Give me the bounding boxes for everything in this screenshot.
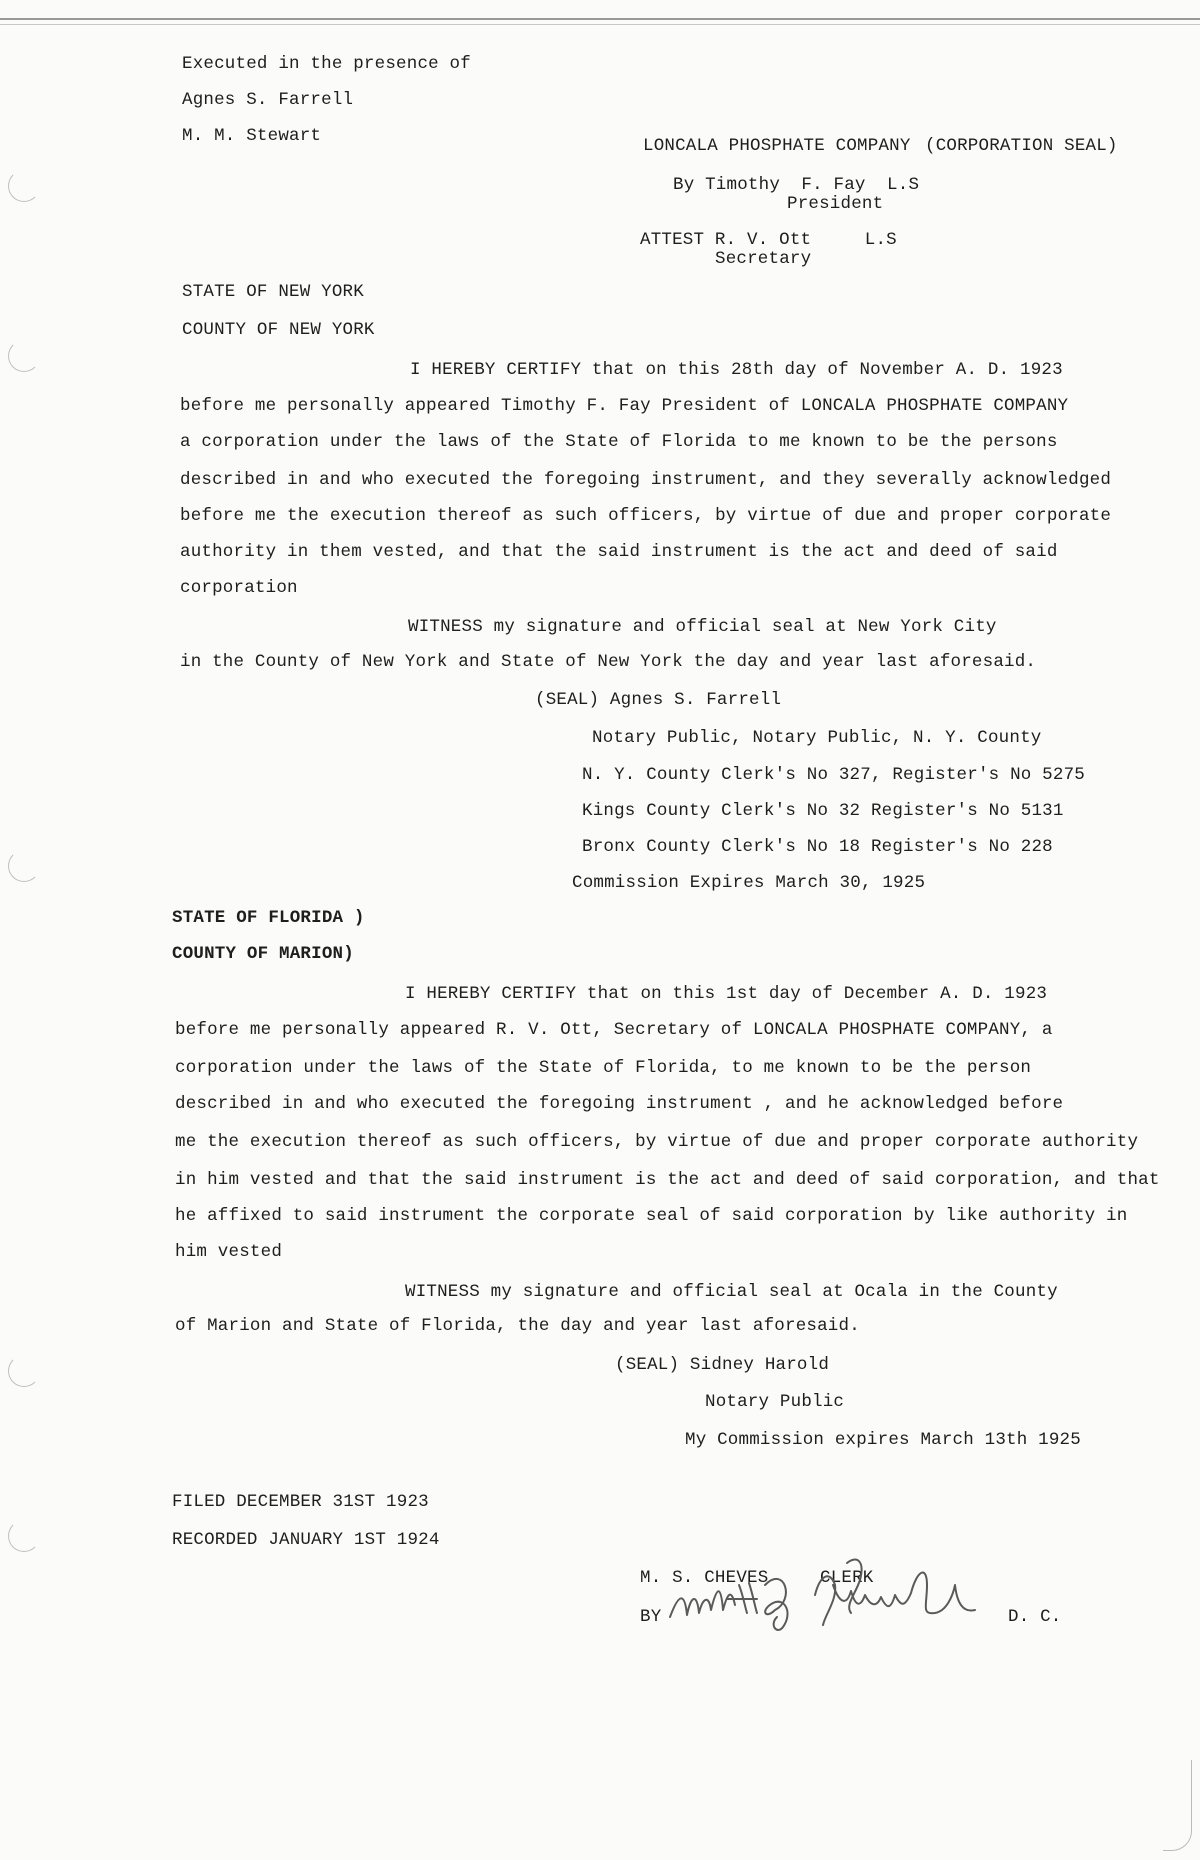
punch-hole-mark [8, 340, 40, 372]
ack-line: I HEREBY CERTIFY that on this 28th day of November A. D. 1923 [410, 360, 1063, 380]
ack-line: described in and who executed the foregoing instrument , and he acknowledged before [175, 1094, 1064, 1114]
ack-line: him vested [175, 1242, 283, 1262]
clerk-title: CLERK [820, 1568, 874, 1588]
ack-line: corporation under the laws of the State of Florida, to me known to be the person [175, 1058, 1032, 1078]
punch-hole-mark [8, 170, 40, 202]
president-title: President [787, 194, 884, 214]
punch-hole-mark [8, 850, 40, 882]
ack-line: me the execution thereof as such officers, by virtue of due and proper corporate authority [175, 1132, 1139, 1152]
ack-line: corporation [180, 578, 298, 598]
by-label: BY [640, 1607, 662, 1627]
clerk-name: M. S. CHEVES [640, 1568, 769, 1588]
secretary-title: Secretary [715, 249, 812, 269]
venue-county: COUNTY OF MARION) [172, 944, 354, 964]
punch-hole-mark [8, 1355, 40, 1387]
ack-line: in him vested and that the said instrument is the act and deed of said corporation, and that [175, 1170, 1160, 1190]
punch-hole-mark [8, 1520, 40, 1552]
ack-line: before me personally appeared Timothy F. Fay President of LONCALA PHOSPHATE COMPANY [180, 396, 1069, 416]
handwritten-signature [665, 1555, 995, 1640]
ack-line: before me personally appeared R. V. Ott, Secretary of LONCALA PHOSPHATE COMPANY, a [175, 1020, 1053, 1040]
ack-line: he affixed to said instrument the corporate seal of said corporation by like authority in [175, 1206, 1128, 1226]
witness-clause: WITNESS my signature and official seal at New York City [408, 617, 997, 637]
venue-state: STATE OF FLORIDA ) [172, 908, 365, 928]
notary-detail: N. Y. County Clerk's No 327, Register's No 5275 [582, 765, 1085, 785]
recorded-date: RECORDED JANUARY 1ST 1924 [172, 1530, 440, 1550]
venue-county: COUNTY OF NEW YORK [182, 320, 375, 340]
notary-detail: Bronx County Clerk's No 18 Register's No 228 [582, 837, 1053, 857]
ack-line: authority in them vested, and that the said instrument is the act and deed of said [180, 542, 1058, 562]
notary-detail: Kings County Clerk's No 32 Register's No 5131 [582, 801, 1064, 821]
deputy-clerk-suffix: D. C. [1008, 1607, 1062, 1627]
ack-line: I HEREBY CERTIFY that on this 1st day of December A. D. 1923 [405, 984, 1048, 1004]
filed-date: FILED DECEMBER 31ST 1923 [172, 1492, 429, 1512]
notary-commission: Commission Expires March 30, 1925 [572, 873, 926, 893]
venue-state: STATE OF NEW YORK [182, 282, 364, 302]
ack-line: a corporation under the laws of the State of Florida to me known to be the persons [180, 432, 1058, 452]
witness-name: Agnes S. Farrell [182, 90, 354, 110]
notary-name: (SEAL) Agnes S. Farrell [535, 690, 782, 710]
president-signature-line: By Timothy F. Fay L.S [673, 175, 920, 195]
notary-commission: My Commission expires March 13th 1925 [685, 1430, 1081, 1450]
witness-heading: Executed in the presence of [182, 54, 471, 74]
witness-clause: WITNESS my signature and official seal at Ocala in the County [405, 1282, 1058, 1302]
witness-clause: of Marion and State of Florida, the day and year last aforesaid. [175, 1316, 860, 1336]
witness-clause: in the County of New York and State of New York the day and year last aforesaid. [180, 652, 1037, 672]
top-rule-secondary [0, 24, 1200, 25]
company-name: LONCALA PHOSPHATE COMPANY [643, 136, 911, 156]
attest-signature-line: ATTEST R. V. Ott L.S [640, 230, 897, 250]
corporation-seal-label: (CORPORATION SEAL) [925, 136, 1118, 156]
ack-line: described in and who executed the foregoing instrument, and they severally acknowledged [180, 470, 1112, 490]
top-rule [0, 18, 1200, 20]
notary-name: (SEAL) Sidney Harold [615, 1355, 830, 1375]
witness-name: M. M. Stewart [182, 126, 322, 146]
notary-detail: Notary Public [705, 1392, 845, 1412]
notary-detail: Notary Public, Notary Public, N. Y. County [592, 728, 1042, 748]
ack-line: before me the execution thereof as such officers, by virtue of due and proper corporate [180, 506, 1112, 526]
page-corner-curl [1163, 1760, 1192, 1851]
